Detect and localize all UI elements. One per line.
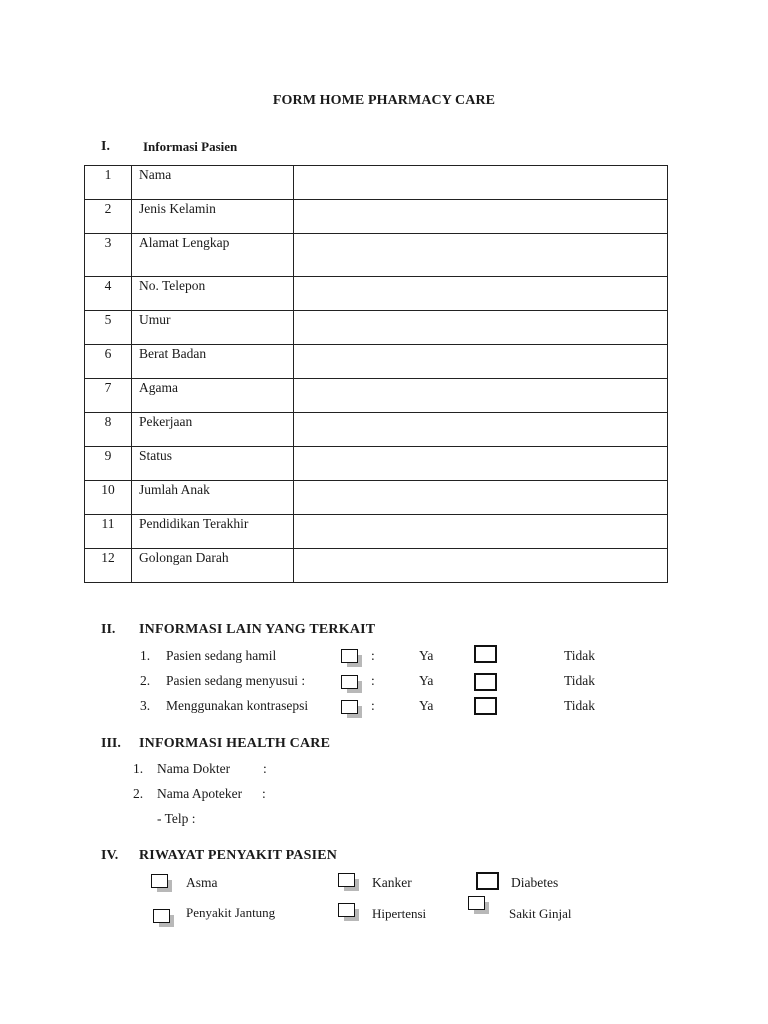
disease-label: Kanker [372, 875, 412, 890]
penyakit-jantung-checkbox[interactable] [153, 909, 170, 923]
disease-label: Sakit Ginjal [509, 906, 572, 921]
row-number: 3 [85, 234, 132, 277]
sakit-ginjal-checkbox[interactable] [468, 896, 485, 910]
item-label: Pasien sedang menyusui : [166, 673, 306, 688]
patient-info-table [84, 165, 668, 583]
section-2-title: INFORMASI LAIN YANG TERKAIT [139, 622, 376, 637]
breastfeeding-yes-checkbox[interactable] [341, 675, 358, 689]
section-4-number: IV. [101, 848, 119, 863]
section-3-title: INFORMASI HEALTH CARE [139, 736, 331, 751]
breastfeeding-no-checkbox[interactable] [474, 673, 497, 691]
item-colon: : [371, 698, 375, 713]
item-label: Menggunakan kontrasepsi [166, 698, 309, 713]
row-label: Golongan Darah [132, 549, 294, 583]
table-row [85, 447, 668, 481]
pregnant-no-checkbox[interactable] [474, 645, 497, 663]
row-value-field[interactable] [294, 515, 668, 549]
item-number: 2. [133, 786, 144, 801]
section-3-number: III. [101, 736, 121, 751]
row-number: 4 [85, 277, 132, 311]
row-label: Pekerjaan [132, 413, 294, 447]
table-row [85, 166, 668, 200]
section-1-number: I. [101, 139, 110, 154]
contraception-no-checkbox[interactable] [474, 697, 497, 715]
row-value-field[interactable] [294, 481, 668, 515]
row-label: Berat Badan [132, 345, 294, 379]
disease-label: Asma [186, 875, 218, 890]
row-value-field[interactable] [294, 447, 668, 481]
table-row [85, 413, 668, 447]
row-label: No. Telepon [132, 277, 294, 311]
doctor-name-label: Nama Dokter [157, 761, 231, 776]
row-value-field[interactable] [294, 549, 668, 583]
disease-label: Penyakit Jantung [186, 905, 276, 920]
table-row [85, 379, 668, 413]
row-number: 11 [85, 515, 132, 549]
row-value-field[interactable] [294, 166, 668, 200]
disease-label: Hipertensi [372, 906, 427, 921]
table-row [85, 549, 668, 583]
row-label: Status [132, 447, 294, 481]
row-value-field[interactable] [294, 277, 668, 311]
table-row [85, 234, 668, 277]
disease-label: Diabetes [511, 875, 559, 890]
pregnant-yes-checkbox[interactable] [341, 649, 358, 663]
item-colon: : [262, 786, 266, 801]
row-value-field[interactable] [294, 234, 668, 277]
table-row [85, 277, 668, 311]
item-colon: : [263, 761, 267, 776]
section-2-number: II. [101, 622, 116, 637]
row-value-field[interactable] [294, 200, 668, 234]
contraception-yes-checkbox[interactable] [341, 700, 358, 714]
row-number: 1 [85, 166, 132, 200]
no-label: Tidak [564, 648, 596, 663]
row-label: Jumlah Anak [132, 481, 294, 515]
row-number: 7 [85, 379, 132, 413]
table-row [85, 481, 668, 515]
row-label: Agama [132, 379, 294, 413]
table-row [85, 345, 668, 379]
table-row [85, 200, 668, 234]
table-row [85, 311, 668, 345]
item-colon: : [371, 673, 375, 688]
kanker-checkbox[interactable] [338, 873, 355, 887]
row-number: 9 [85, 447, 132, 481]
row-value-field[interactable] [294, 379, 668, 413]
row-label: Umur [132, 311, 294, 345]
row-number: 12 [85, 549, 132, 583]
section-1-title: Informasi Pasien [143, 139, 238, 154]
row-number: 5 [85, 311, 132, 345]
yes-label: Ya [419, 698, 434, 713]
yes-label: Ya [419, 648, 434, 663]
row-label: Jenis Kelamin [132, 200, 294, 234]
yes-label: Ya [419, 673, 434, 688]
row-number: 8 [85, 413, 132, 447]
row-label: Nama [132, 166, 294, 200]
row-number: 10 [85, 481, 132, 515]
diabetes-checkbox[interactable] [476, 872, 499, 890]
item-number: 1. [140, 648, 151, 663]
row-value-field[interactable] [294, 311, 668, 345]
item-number: 2. [140, 673, 151, 688]
telp-label: - Telp : [157, 811, 196, 826]
asma-checkbox[interactable] [151, 874, 168, 888]
form-title: FORM HOME PHARMACY CARE [272, 93, 496, 108]
item-colon: : [371, 648, 375, 663]
row-value-field[interactable] [294, 413, 668, 447]
no-label: Tidak [564, 698, 596, 713]
section-4-title: RIWAYAT PENYAKIT PASIEN [139, 848, 338, 863]
item-number: 1. [133, 761, 144, 776]
table-row [85, 515, 668, 549]
item-label: Pasien sedang hamil [166, 648, 277, 663]
row-number: 2 [85, 200, 132, 234]
no-label: Tidak [564, 673, 596, 688]
hipertensi-checkbox[interactable] [338, 903, 355, 917]
row-label: Alamat Lengkap [132, 234, 294, 277]
row-number: 6 [85, 345, 132, 379]
item-number: 3. [140, 698, 151, 713]
row-label: Pendidikan Terakhir [132, 515, 294, 549]
row-value-field[interactable] [294, 345, 668, 379]
pharmacist-name-label: Nama Apoteker [157, 786, 243, 801]
